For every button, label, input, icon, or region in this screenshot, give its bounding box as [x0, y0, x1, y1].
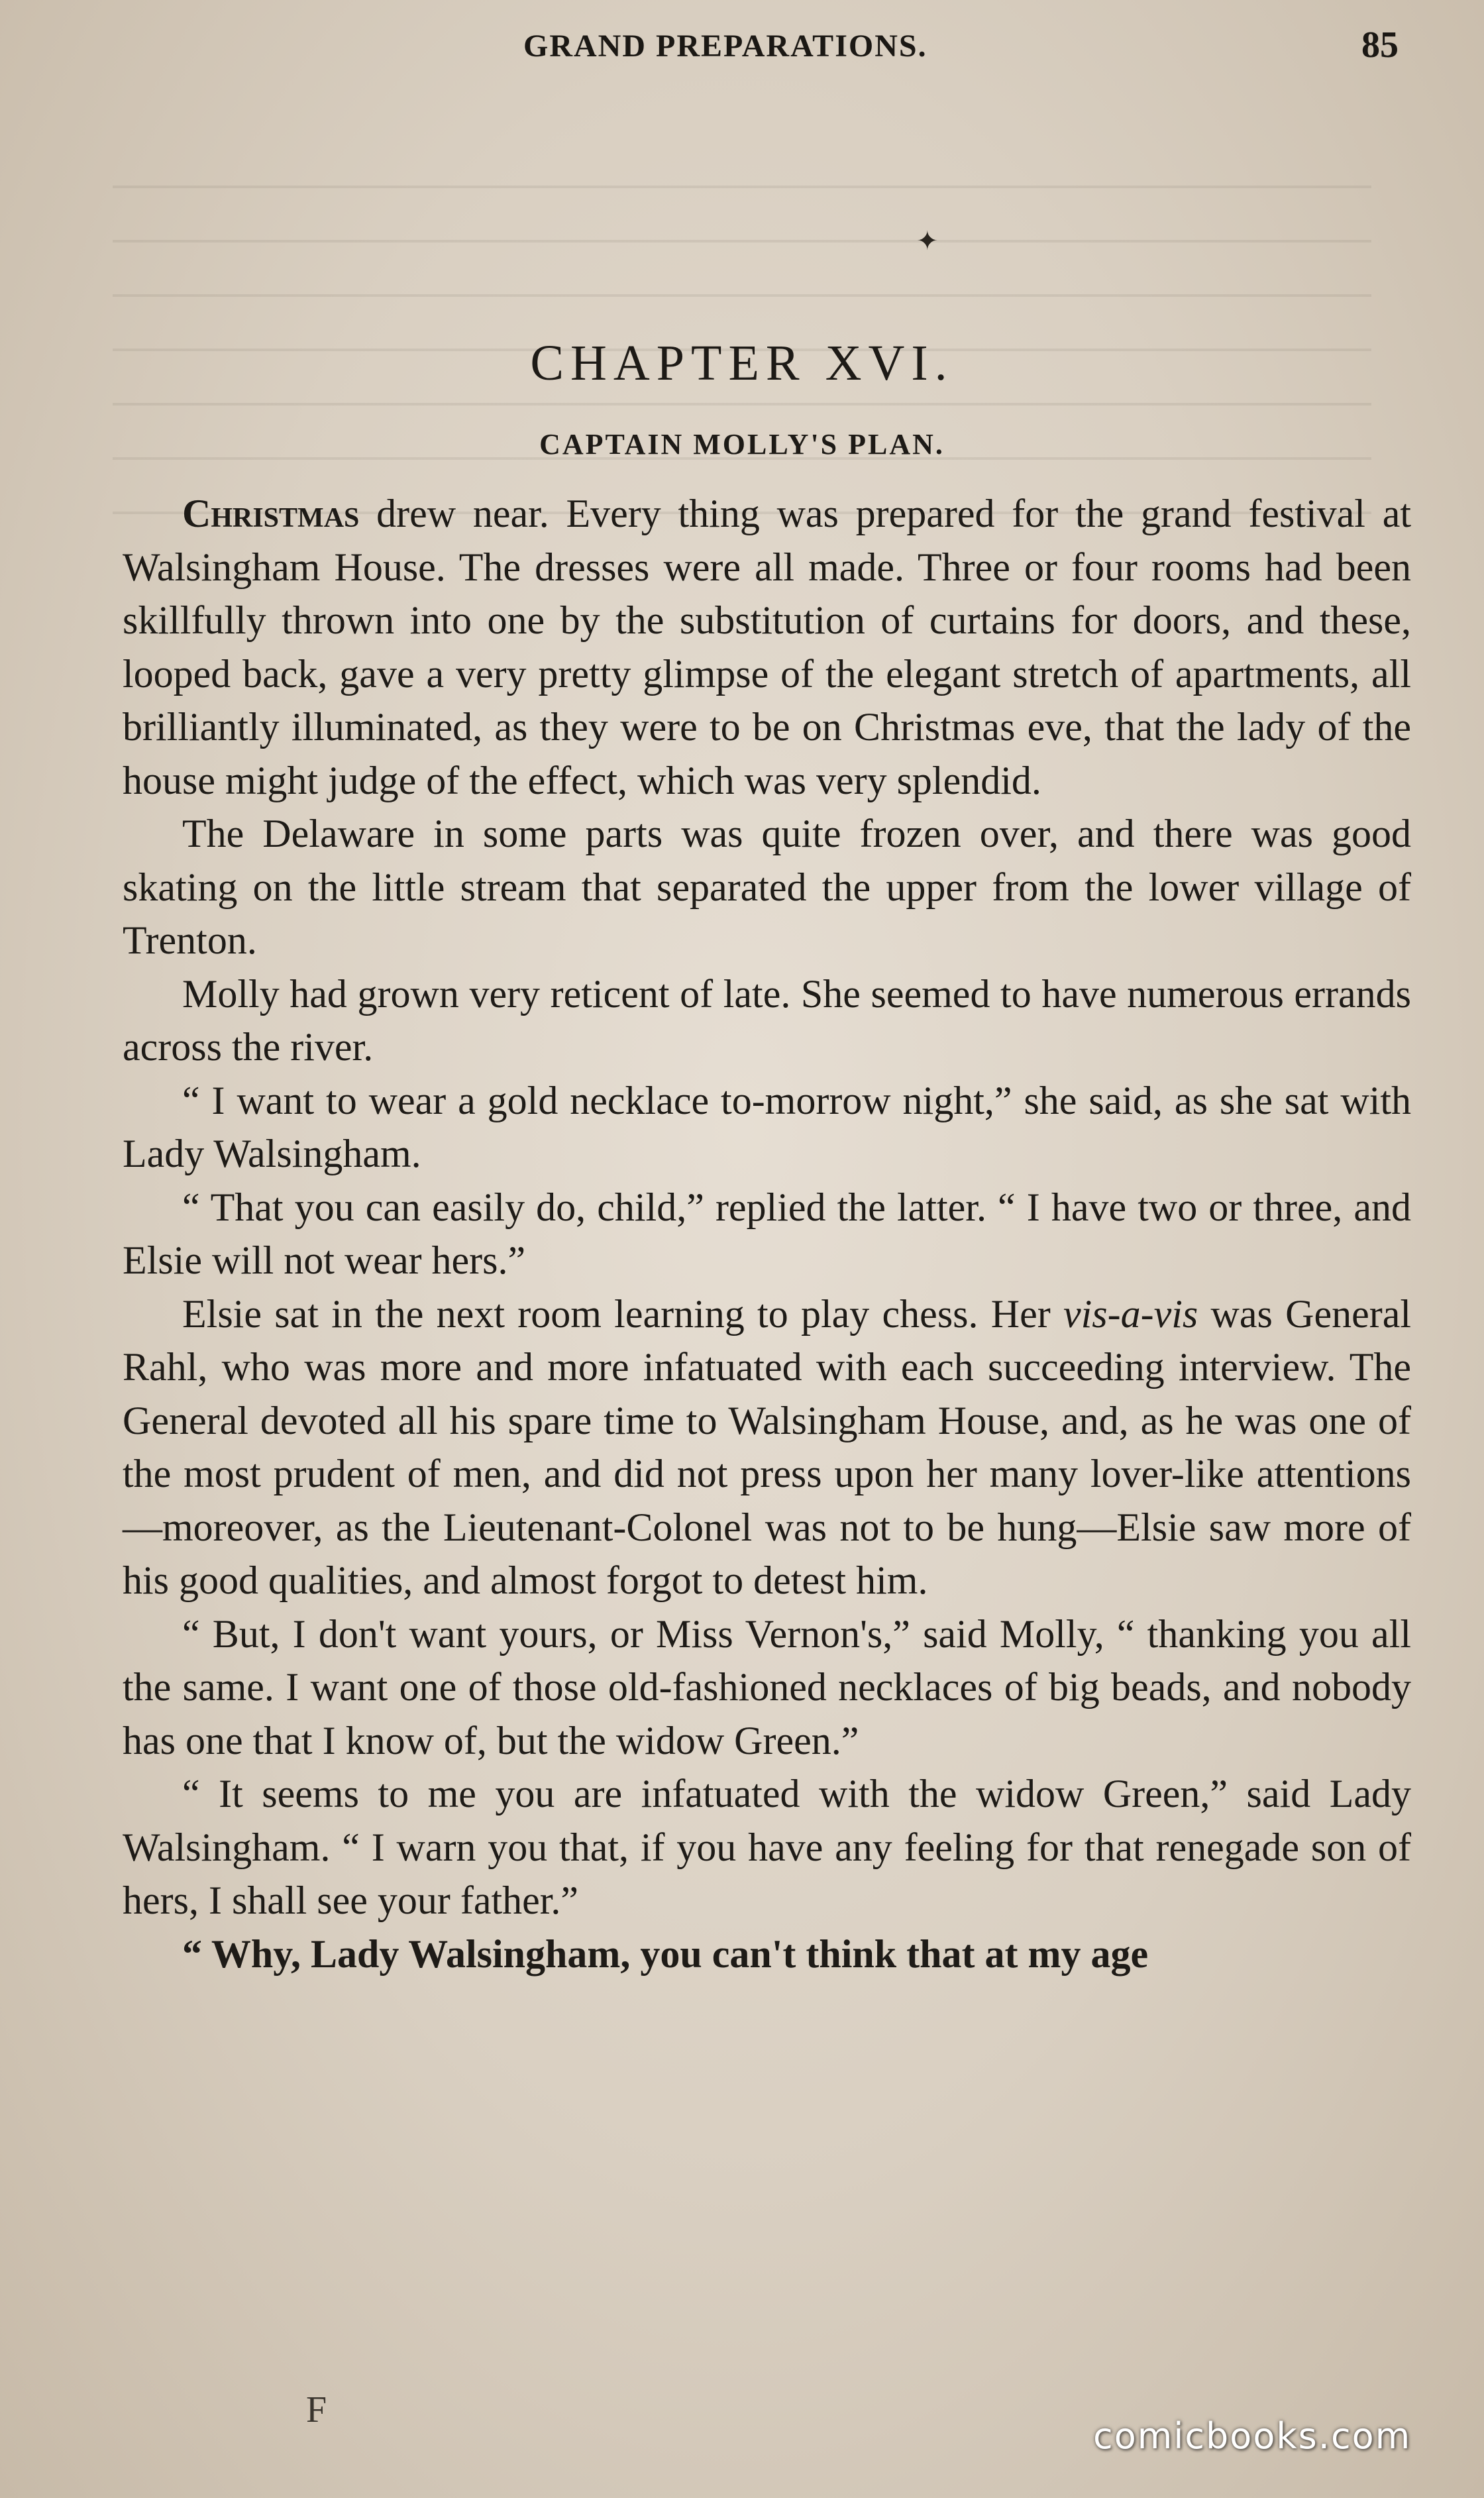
paragraph: [123, 1607, 1411, 1768]
paragraph-text: “ I want to wear a gold necklace to-morrow night,” she said, as she sat with Lady Walsingham.: [123, 1078, 1411, 1175]
paragraph-text: “ Why, Lady Walsingham, you can't think that at my age: [182, 1931, 1149, 1976]
paragraph: [123, 1928, 1411, 1981]
italic-phrase: vis-a-vis: [1063, 1291, 1198, 1336]
paragraph-text: “ That you can easily do, child,” replied the latter. “ I have two or three, and Elsie will not wear hers.”: [123, 1185, 1411, 1282]
page-number: 85: [1361, 25, 1399, 66]
paragraph-text: “ But, I don't want yours, or Miss Vernon's,” said Molly, “ thanking you all the same. I want one of those old-fashioned necklaces of big beads, and nobody has one that I know of, but the widow Green.”: [123, 1611, 1411, 1763]
running-title: GRAND PREPARATIONS.: [523, 28, 928, 64]
signature-mark: F: [306, 2389, 327, 2430]
paragraph: [123, 1287, 1411, 1607]
paragraph: [123, 967, 1411, 1074]
paragraph: [123, 1074, 1411, 1181]
ornament-mark: ✦: [916, 226, 939, 256]
paragraph: [123, 1767, 1411, 1928]
paragraph-text: The Delaware in some parts was quite frozen over, and there was good skating on the little stream that separated the upper from the lower village of Trenton.: [123, 812, 1411, 962]
running-head: [0, 19, 1484, 72]
watermark: comicbooks.com: [1093, 2415, 1412, 2457]
paragraph: [123, 1181, 1411, 1287]
paragraph: [123, 807, 1411, 967]
paragraph: [123, 487, 1411, 807]
paragraph-text: Molly had grown very reticent of late. She seemed to have numerous errands across the river.: [123, 971, 1411, 1069]
chapter-heading: CHAPTER XVI.: [530, 335, 954, 391]
paragraph-text: was General Rahl, who was more and more infatuated with each succeeding interview. The General devoted all his spare time to Walsingham House, and, as he was one of the most prudent of men, and did not press upon her many lover-like attentions—moreover, as the Lieutenant-Colonel was not to be hung—Elsie saw more of his good qualities, and almost forgot to detest him.: [123, 1291, 1411, 1602]
body-text: [123, 487, 1411, 1981]
paragraph-text: “ It seems to me you are infatuated with the widow Green,” said Lady Walsingham. “ I warn you that, if you have any feeling for that renegade son of hers, I shall see your father.”: [123, 1772, 1411, 1922]
paragraph-text: Elsie sat in the next room learning to play chess. Her: [182, 1291, 1063, 1336]
lead-word: Christmas: [182, 492, 360, 535]
chapter-subtitle: CAPTAIN MOLLY'S PLAN.: [539, 428, 945, 461]
paragraph-text: drew near. Every thing was prepared for the grand festival at Walsingham House. The dresses were all made. Three or four rooms had been skillfully thrown into one by the substitution of curtains for doors, and these, looped back, gave a very pretty glimpse of the elegant stretch of apartments, all brilliantly illuminated, as they were to be on Christmas eve, that the lady of the house might judge of the effect, which was very splendid.: [123, 492, 1411, 802]
